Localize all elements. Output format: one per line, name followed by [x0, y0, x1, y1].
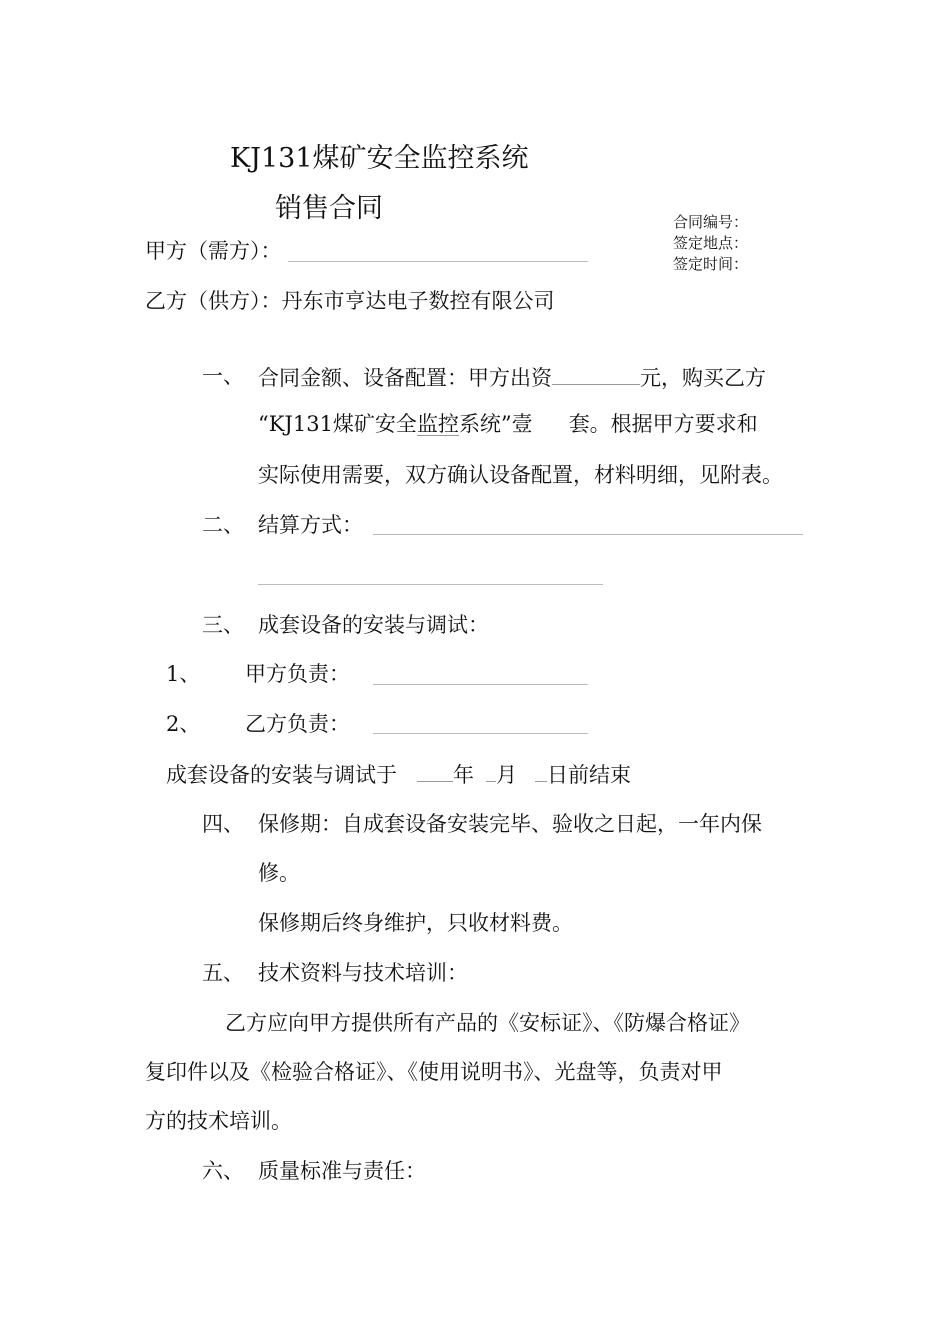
- section-4-line-3: 保修期后终身维护，只收材料费。: [258, 911, 573, 935]
- month-blank: [486, 763, 496, 782]
- section-5-paragraph-1: 乙方应向甲方提供所有产品的《安标证》、《防爆合格证》: [225, 1011, 750, 1035]
- section-3-label: 成套设备的安装与调试：: [258, 613, 489, 637]
- amount-blank: [552, 366, 640, 385]
- section-1-number: 一、: [202, 364, 244, 388]
- item-1-label: 甲方负责：: [245, 662, 350, 686]
- section-1-line-2: “KJ131煤矿安全监控系统”壹 套。根据甲方要求和: [258, 412, 758, 436]
- party-a-blank: [288, 261, 588, 262]
- party-a-duty-blank: [373, 684, 588, 685]
- section-5-number: 五、: [202, 961, 244, 985]
- day-blank: [535, 763, 547, 782]
- section-4-line-2: 修。: [258, 861, 300, 885]
- section-6-label: 质量标准与责任：: [258, 1159, 426, 1183]
- title-line-1: KJ131煤矿安全监控系统: [230, 143, 529, 174]
- section-4-line-1: 保修期：自成套设备安装完毕、验收之日起，一年内保: [258, 812, 762, 836]
- sign-time-label: 签定时间：: [673, 255, 749, 273]
- year-blank: [417, 763, 453, 782]
- party-b-label: 乙方（供方）：丹东市亨达电子数控有限公司: [145, 289, 555, 313]
- party-a-label: 甲方（需方）：: [145, 239, 282, 263]
- section-1-line-3: 实际使用需要，双方确认设备配置，材料明细，见附表。: [258, 463, 783, 487]
- settlement-blank-2: [258, 584, 603, 585]
- section-1-line-1: 合同金额、设备配置：甲方出资 元，购买乙方: [258, 366, 766, 390]
- section-2-label: 结算方式：: [258, 513, 363, 537]
- contract-number-label: 合同编号：: [673, 213, 749, 231]
- section-4-number: 四、: [202, 812, 244, 836]
- install-finish-line: 成套设备的安装与调试于 年 月 日前结束: [166, 763, 631, 787]
- title-line-2: 销售合同: [275, 193, 383, 224]
- item-2-number: 2、: [166, 712, 201, 736]
- item-1-number: 1、: [166, 662, 201, 686]
- section-6-number: 六、: [202, 1159, 244, 1183]
- section-5-paragraph-3: 方的技术培训。: [145, 1109, 292, 1133]
- item-2-label: 乙方负责：: [245, 712, 350, 736]
- section-5-paragraph-2: 复印件以及《检验合格证》、《使用说明书》、光盘等，负责对甲: [145, 1060, 723, 1084]
- section-3-number: 三、: [202, 613, 244, 637]
- sign-place-label: 签定地点：: [673, 234, 749, 252]
- section-2-number: 二、: [202, 513, 244, 537]
- settlement-blank-1: [373, 534, 803, 535]
- party-b-duty-blank: [373, 733, 588, 734]
- section-5-label: 技术资料与技术培训：: [258, 961, 468, 985]
